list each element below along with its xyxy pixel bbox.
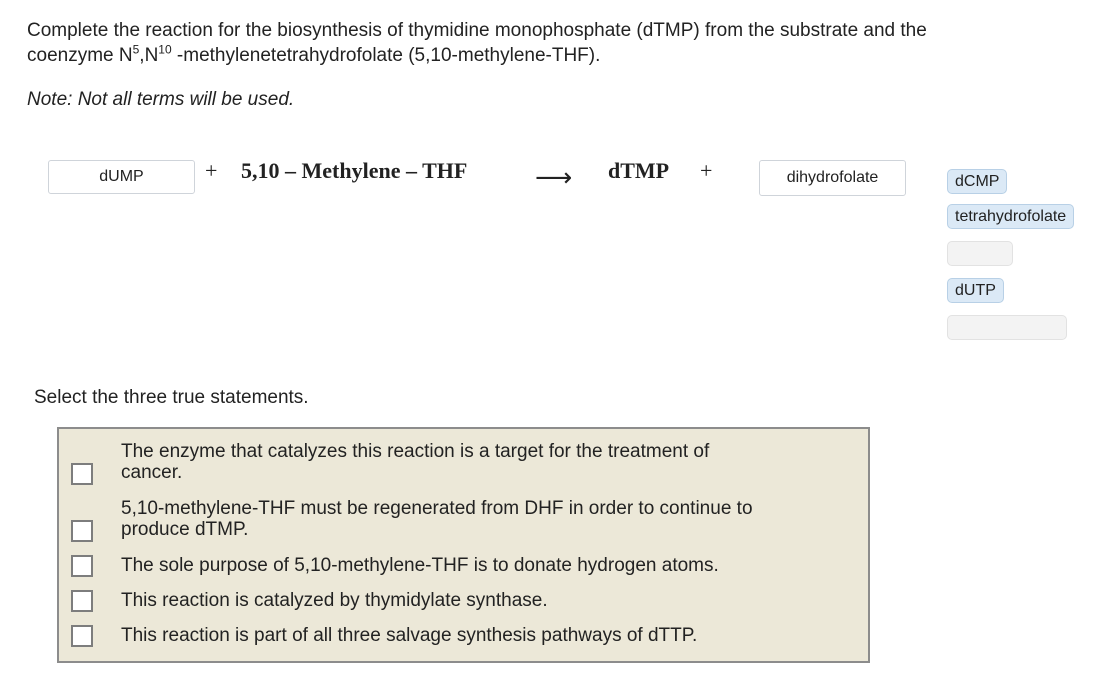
question-line-2-part-c: -methylenetetrahydrofolate (5,10-methylene-THF). (171, 45, 601, 66)
statement-checkbox-5[interactable] (71, 625, 93, 647)
superscript-5: 5 (132, 42, 140, 57)
product-drop-slot[interactable] (759, 160, 906, 196)
statement-text-2 (121, 498, 841, 540)
substrate-drop-slot[interactable] (48, 160, 195, 194)
statement-1-line-1: The enzyme that catalyzes this reaction is a target for the treatment of (121, 441, 710, 462)
statement-checkbox-3[interactable] (71, 555, 93, 577)
statement-text-4: This reaction is catalyzed by thymidylate synthase. (121, 590, 548, 611)
statement-1-line-2: cancer. (121, 462, 183, 483)
select-prompt: Select the three true statements. (34, 387, 309, 408)
reactant-methylene-thf: 5,10 – Methylene – THF (241, 158, 468, 183)
question-line-2 (27, 43, 1087, 68)
term-dcmp[interactable]: dCMP (947, 169, 1007, 194)
statement-checkbox-2[interactable] (71, 520, 93, 542)
substrate-slot-value[interactable]: dUMP (99, 168, 144, 185)
statement-checkbox-4[interactable] (71, 590, 93, 612)
statement-text-1 (121, 441, 841, 483)
statement-text-5: This reaction is part of all three salvage synthesis pathways of dTTP. (121, 625, 698, 646)
term-empty-slot-1 (947, 241, 1013, 266)
product-dtmp: dTMP (608, 158, 670, 183)
product-slot-value[interactable]: dihydrofolate (786, 169, 879, 186)
question-text (27, 18, 1087, 68)
question-line-1: Complete the reaction for the biosynthesis of thymidine monophosphate (dTMP) from the substrate and the (27, 20, 927, 41)
term-tetrahydrofolate[interactable]: tetrahydrofolate (947, 204, 1074, 229)
term-dutp[interactable]: dUTP (947, 278, 1004, 303)
term-empty-slot-2 (947, 315, 1067, 340)
statement-text-3: The sole purpose of 5,10-methylene-THF is to donate hydrogen atoms. (121, 555, 719, 576)
superscript-10: 10 (158, 42, 172, 57)
reaction-arrow-icon: ⟶ (535, 163, 573, 193)
statement-checkbox-1[interactable] (71, 463, 93, 485)
statements-panel (57, 427, 870, 663)
question-line-2-part-a: coenzyme N (27, 45, 133, 66)
question-line-2-part-b: ,N (139, 45, 159, 66)
note-text: Note: Not all terms will be used. (27, 89, 295, 110)
statement-2-line-2: produce dTMP. (121, 519, 249, 540)
statement-2-line-1: 5,10-methylene-THF must be regenerated from DHF in order to continue to (121, 498, 753, 519)
plus-sign-1: + (205, 158, 218, 183)
plus-sign-2: + (700, 158, 713, 183)
